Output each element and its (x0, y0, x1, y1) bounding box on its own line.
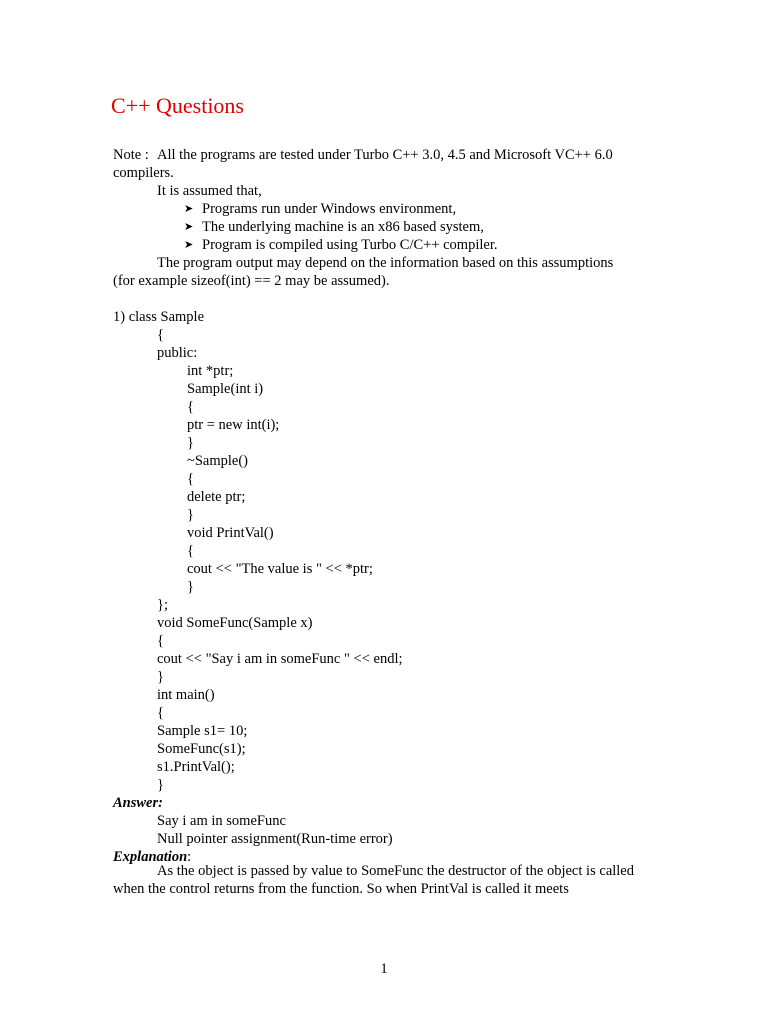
code-line: { (157, 633, 164, 649)
note-second-line: compilers. (113, 165, 174, 181)
explanation-colon: : (187, 849, 192, 865)
answer-line: Say i am in someFunc (157, 813, 286, 829)
code-line: Sample(int i) (187, 381, 264, 397)
question-1 (113, 308, 638, 866)
explanation-section (113, 862, 634, 898)
code-line: { (187, 543, 194, 559)
note-text: All the programs are tested under Turbo C++ 3.0, 4.5 and Microsoft VC++ 6.0 (157, 147, 613, 163)
code-line: SomeFunc(s1); (157, 741, 246, 757)
answer-line: Null pointer assignment(Run-time error) (157, 831, 393, 847)
code-line: cout << "Say i am in someFunc " << endl; (157, 651, 403, 667)
code-line: ptr = new int(i); (187, 417, 280, 433)
code-line: void PrintVal() (187, 525, 274, 541)
note-assumed: It is assumed that, (157, 183, 262, 199)
code-listing (113, 326, 638, 794)
note-output-line: The program output may depend on the information based on this assumptions (157, 255, 614, 271)
code-line: void SomeFunc(Sample x) (157, 615, 313, 631)
arrow-bullet-icon: ➤ (184, 203, 194, 215)
code-line: } (157, 669, 164, 685)
page-title: C++ Questions (111, 93, 244, 118)
assumption-item (113, 236, 638, 254)
code-line: } (187, 579, 194, 595)
assumption-text: The underlying machine is an x86 based system, (202, 219, 484, 235)
assumption-item (113, 218, 638, 236)
code-line: { (187, 399, 194, 415)
code-line: ~Sample() (187, 453, 248, 469)
code-line: cout << "The value is " << *ptr; (187, 561, 373, 577)
code-line: s1.PrintVal(); (157, 759, 235, 775)
note-output-example: (for example sizeof(int) == 2 may be assumed). (113, 273, 390, 289)
code-line: int *ptr; (187, 363, 234, 379)
note-first-line (113, 146, 638, 164)
explanation-label: Explanation (113, 849, 188, 865)
answer-label: Answer: (113, 795, 163, 811)
code-line: }; (157, 597, 168, 613)
code-line: } (157, 777, 164, 793)
code-line: Sample s1= 10; (157, 723, 248, 739)
code-line: { (187, 471, 194, 487)
note-section (113, 146, 638, 290)
explanation-text: As the object is passed by value to SomeFunc the destructor of the object is called when the control returns from the function. So when PrintVal is called it meets (113, 863, 634, 897)
assumption-text: Programs run under Windows environment, (202, 201, 457, 217)
code-line: public: (157, 345, 198, 361)
code-line: } (187, 435, 194, 451)
arrow-bullet-icon: ➤ (184, 221, 194, 233)
code-line: delete ptr; (187, 489, 246, 505)
code-line: { (157, 327, 164, 343)
page-number: 1 (380, 961, 388, 977)
note-label: Note : (113, 147, 149, 163)
code-line: { (157, 705, 164, 721)
question-heading: 1) class Sample (113, 309, 205, 325)
assumption-item (113, 200, 638, 218)
assumption-text: Program is compiled using Turbo C/C++ compiler. (202, 237, 498, 253)
code-line: int main() (157, 687, 215, 703)
code-line: } (187, 507, 194, 523)
arrow-bullet-icon: ➤ (184, 239, 194, 251)
